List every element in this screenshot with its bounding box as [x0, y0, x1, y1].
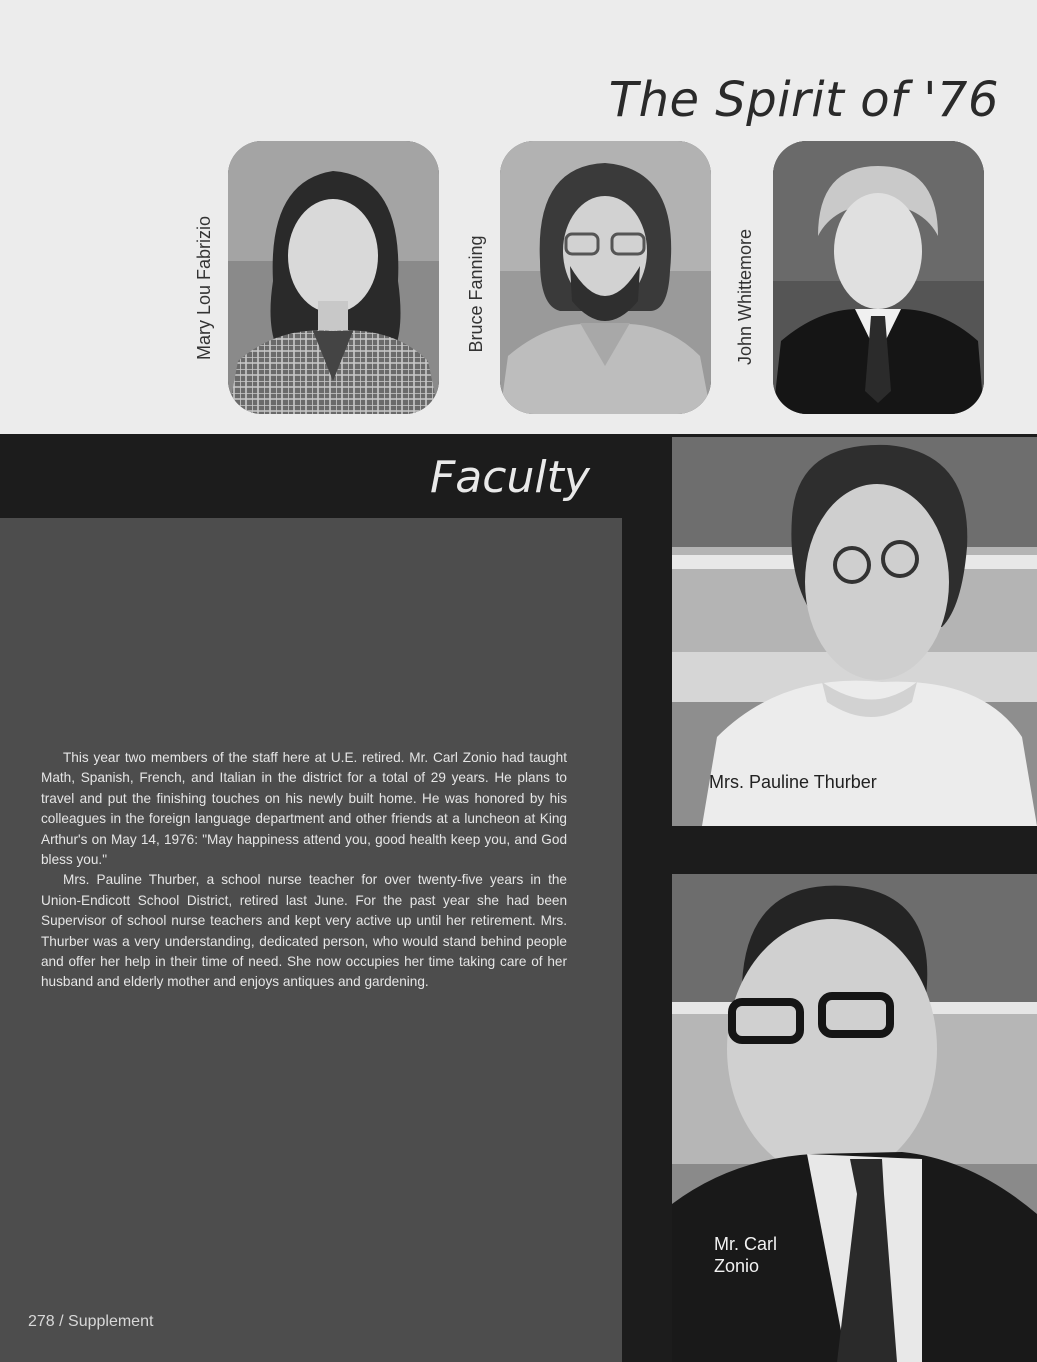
portrait-name-fabrizio: Mary Lou Fabrizio: [194, 215, 214, 361]
portrait-name-whittemore: John Whittemore: [735, 228, 755, 366]
faculty-heading: Faculty: [430, 452, 590, 503]
article-paragraph-zonio: This year two members of the staff here at U.E. retired. Mr. Carl Zonio had taught Math, Spanish, French, and Italian in the district for a total of 29 years. He plans to travel and put the finishing touches on his newly built home. He was honored by his colleagues in the foreign language department and other friends at a luncheon at King Arthur's on May 14, 1976: "May happiness attend you, good health keep you, and God bless you.": [41, 750, 567, 868]
portrait-photo-whittemore: [773, 141, 984, 414]
article-paragraph-thurber: Mrs. Pauline Thurber, a school nurse teacher for over twenty-five years in the Union-Endicott School District, retired last June. For the past year she had been Supervisor of school nurse teachers and kept very active up until her retirement. Mrs. Thurber was a very understanding, dedicated person, who would stand behind people and offer her help in their time of need. She now occupies her time taking care of her husband and elderly mother and enjoys antiques and gardening.: [41, 872, 567, 990]
photo-pauline-thurber: [672, 437, 1037, 826]
page-title: The Spirit of '76: [608, 72, 999, 128]
caption-pauline-thurber: Mrs. Pauline Thurber: [709, 772, 877, 792]
caption-carl-zonio: Mr. Carl Zonio: [714, 1234, 777, 1276]
portrait-name-fanning: Bruce Fanning: [466, 235, 486, 353]
photo-carl-zonio: [672, 874, 1037, 1362]
faculty-article: [41, 748, 567, 993]
portrait-photo-fanning: [500, 141, 711, 414]
portrait-photo-fabrizio: [228, 141, 439, 414]
page-number-label: 278 / Supplement: [28, 1313, 154, 1330]
